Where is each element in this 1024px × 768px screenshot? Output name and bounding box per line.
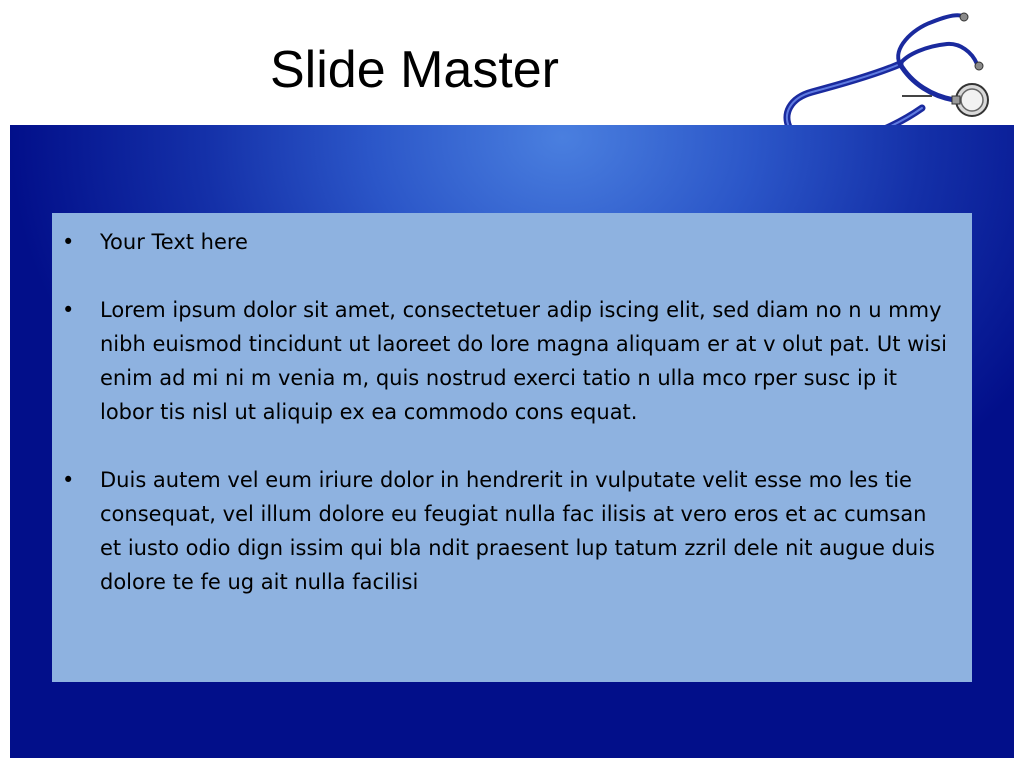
bullet-text: Duis autem vel eum iriure dolor in hendrerit in vulputate velit esse mo les tie consequat, vel illum dolore eu feugiat nulla fac ilisis at vero eros et ac cumsan et iusto odio dign issim qui bla ndit praesent lup tatum zzril dele nit augue duis dolore te fe ug ait nulla facilisi <box>100 468 935 594</box>
bullet-item <box>52 463 954 599</box>
bullet-list <box>52 213 972 599</box>
bullet-text: Lorem ipsum dolor sit amet, consectetuer adip iscing elit, sed diam no n u mmy nibh euismod tincidunt ut laoreet do lore magna aliquam er at v olut pat. Ut wisi enim ad mi ni m venia m, quis nostrud exerci tatio n ulla mco rper susc ip it lobor tis nisl ut aliquip ex ea commodo cons equat. <box>100 298 947 424</box>
bullet-item <box>52 293 954 429</box>
bullet-icon: • <box>62 298 75 322</box>
slide-title: Slide Master <box>270 41 559 99</box>
bullet-icon: • <box>62 468 75 492</box>
bullet-item <box>52 225 954 259</box>
bullet-text: Your Text here <box>100 230 248 254</box>
bullet-icon: • <box>62 230 75 254</box>
content-box <box>52 213 972 682</box>
